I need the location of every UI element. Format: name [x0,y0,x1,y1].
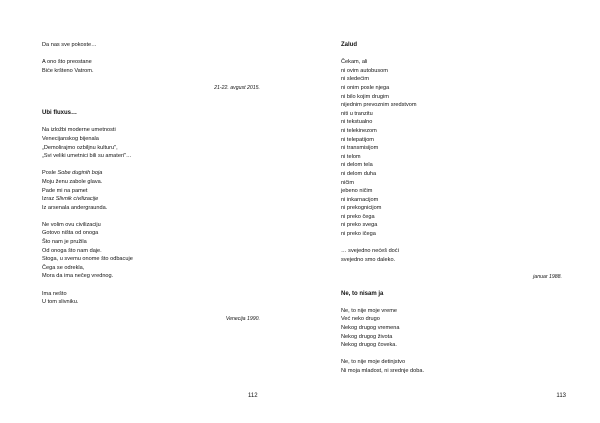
poem-title: Ubi fluxus… [42,110,78,117]
poem-date: januar 1988. [533,274,562,281]
poem-line: Nekog drugog čoveka. [341,342,397,349]
poem-line: Nekog drugog vremena [341,325,400,331]
poem-line: Stoga, u svemu onome što odbacuje [42,256,133,263]
poem-line: ni telom [341,153,361,160]
poem-line: Na izložbi moderne umetnosti [42,127,116,134]
poem-title: Ne, to nisam ja [341,290,384,297]
poem-line [42,50,260,59]
right-page [300,0,600,423]
poem-line: Ne, to nije moje vreme [341,307,397,314]
poem-line: Gotovo ništa od onoga [42,230,99,237]
poem-line: Što nam je pružila [42,239,87,246]
poem-line: Nekog drugog života [341,333,393,340]
poem-title: Zalud [341,42,357,48]
poem-line: nijednim prevoznim sredstvom [341,102,417,109]
poem-line: Biće kršteno Vatrom. [42,67,94,74]
poem-line: Već neko drugo [341,316,380,323]
poem-line: ni bilo kojim drugim [341,93,389,100]
poem-line: „Svi veliki umetnici bili su amateri"… [42,153,132,160]
poem-line: niti u tranzitu [341,110,373,117]
poem-line: Ne, to nije moje detinjstvo [341,359,406,366]
poem-line: „Demolirajmo ozbiljnu kulturu", [42,144,118,151]
poem-date: 21-22. avgust 2015. [214,84,260,91]
poem-line: Pade mi na pamet [42,187,88,194]
poem-line: ni prekognicijom [341,205,382,212]
poem-line: ni preko čega [341,213,375,220]
poem-line: ni preko svega [341,222,378,229]
poem-line: ni onim posle njega [341,84,390,91]
text: Posle [42,170,58,177]
poem-line: ni transmisijom [341,145,379,152]
poem-line: ni telekinezom [341,127,377,134]
poem-line: Ne volim ovu civilizaciju [42,221,101,228]
poem-line: Moju ženu zabole glava. [42,178,103,185]
poem-line: Da nas sve pokoste… [42,42,97,48]
poem-ubi-fluxus [42,109,260,323]
poem-tail [42,41,260,92]
poem-zalud [341,41,562,281]
poem-ne-to-nisam-ja [341,290,562,376]
poem-line: Čega se odrekla, [42,264,85,271]
poem-line: Venecijanskog bijenala [42,135,99,142]
poem-line: Ni moja mladost, ni srednje doba. [341,367,425,374]
poem-line: ni preko ičega [341,231,376,238]
poem-line: svejedno smo daleko. [341,256,396,263]
poem-line: U tom slivniku. [42,299,79,306]
poem-line: … svejedno nećeš doći [341,248,399,255]
poem-line: ni delom tela [341,162,373,169]
page-number: 113 [556,393,566,399]
italic-text: Slivnik civilizacije [55,196,99,203]
poem-line [42,195,260,204]
italic-text: Sobe duginih boja [57,170,103,177]
poem-line: ni delom duha [341,170,377,177]
poem-line: jebeno ničim [341,188,373,195]
poem-line: Čekam, ali [341,59,368,66]
poem-line: Mora da ima nečeg vrednog. [42,273,114,280]
poem-line: Iz arsenala andergraunda. [42,204,108,211]
text: Izraz [42,196,56,203]
poem-line: ni inkarnacijom [341,196,379,203]
poem-line: ničim [341,179,355,186]
poem-line: ni tekstualno [341,119,373,126]
poem-line: ni sledećim [341,76,369,83]
poem-line [42,169,260,178]
poem-line: ni ovim autobusom [341,67,388,74]
poem-line: Od onoga što nam daje. [42,247,102,254]
poem-line: A ono što preostane [42,59,92,66]
poem-line: Ima nešto [42,290,67,297]
poem-date: Venecija 1990. [225,316,260,323]
page-number: 112 [248,393,258,399]
poem-line: ni telepatijom [341,136,374,143]
